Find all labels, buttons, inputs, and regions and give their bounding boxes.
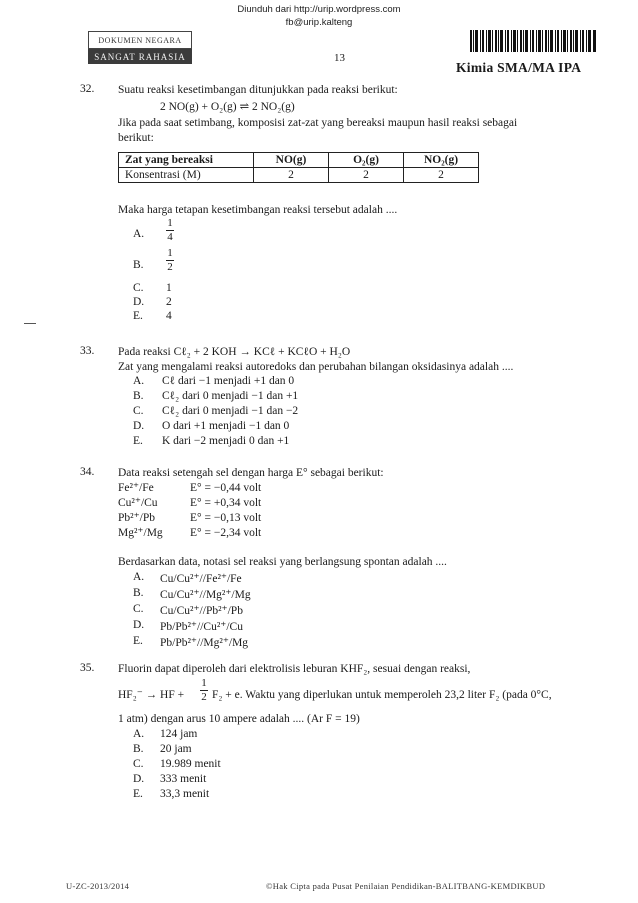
q32-question: Maka harga tetapan kesetimbangan reaksi tersebut adalah ....	[118, 204, 398, 216]
table-cell: 2	[254, 168, 329, 183]
q33-option-c-text: Cℓ₂ dari 0 menjadi −1 dan −2	[162, 405, 299, 417]
table-row	[119, 168, 479, 183]
doc-label: DOKUMEN NEGARA	[88, 31, 192, 49]
q35-eq-fraction	[200, 678, 208, 703]
q34-number: 34.	[80, 466, 95, 478]
table-header-cell: Zat yang bereaksi	[119, 153, 254, 168]
q35-option-d-label: D.	[133, 773, 145, 785]
q32-equation: 2 NO(g) + O₂(g) ⇌ 2 NO₂(g)	[160, 101, 295, 113]
q34-value-mg: E° = −2,34 volt	[190, 527, 262, 539]
secret-label: SANGAT RAHASIA	[88, 49, 192, 64]
q33-option-c-label: C.	[133, 405, 144, 417]
q33-option-b-text: Cℓ₂ dari 0 menjadi −1 dan +1	[162, 390, 299, 402]
q32-number: 32.	[80, 83, 95, 95]
q35-option-e-text: 33,3 menit	[160, 788, 210, 800]
q33-option-e-label: E.	[133, 435, 143, 447]
q34-option-c-label: C.	[133, 603, 144, 615]
q32-option-b-fraction	[166, 248, 174, 273]
q35-number: 35.	[80, 662, 95, 674]
q33-option-d-text: O dari +1 menjadi −1 dan 0	[162, 420, 290, 432]
q34-value-cu: E° = +0,34 volt	[190, 497, 262, 509]
q34-option-d-text: Pb/Pb²⁺//Cu²⁺/Cu	[160, 621, 243, 633]
q33-option-a-label: A.	[133, 375, 145, 387]
page-number: 13	[334, 52, 345, 64]
q32-option-b-label: B.	[133, 259, 144, 271]
q34-question: Berdasarkan data, notasi sel reaksi yang berlangsung spontan adalah ....	[118, 556, 447, 568]
q35-line3: 1 atm) dengan arus 10 ampere adalah .... (Ar F = 19)	[118, 713, 360, 725]
table-header-row	[119, 153, 479, 168]
fraction-denominator: 2	[201, 691, 207, 703]
q35-option-d-text: 333 menit	[160, 773, 207, 785]
source-fb: fb@urip.kalteng	[285, 17, 353, 28]
q35-intro: Fluorin dapat diperoleh dari elektrolisis leburan KHF₂, sesuai dengan reaksi,	[118, 663, 471, 675]
q35-eq-right: F₂ + e. Waktu yang diperlukan untuk memperoleh 23,2 liter F₂ (pada 0°C,	[212, 689, 552, 701]
q34-option-b-text: Cu/Cu²⁺//Mg²⁺/Mg	[160, 589, 251, 601]
q34-pair-fe: Fe²⁺/Fe	[118, 482, 154, 494]
q32-concentration-table	[118, 152, 479, 183]
q34-pair-mg: Mg²⁺/Mg	[118, 527, 163, 539]
q35-option-e-label: E.	[133, 788, 143, 800]
q33-option-e-text: K dari −2 menjadi 0 dan +1	[162, 435, 290, 447]
q33-question: Zat yang mengalami reaksi autoredoks dan perubahan bilangan oksidasinya adalah ....	[118, 361, 514, 373]
q34-value-pb: E° = −0,13 volt	[190, 512, 262, 524]
q34-pair-pb: Pb²⁺/Pb	[118, 512, 156, 524]
fraction-denominator: 2	[167, 261, 173, 273]
q35-option-c-text: 19.989 menit	[160, 758, 221, 770]
q35-eq-left: HF₂⁻ → HF +	[118, 689, 185, 701]
q34-option-a-text: Cu/Cu²⁺//Fe²⁺/Fe	[160, 573, 242, 585]
fraction-numerator: 1	[167, 247, 173, 259]
table-header-cell: NO(g)	[254, 153, 329, 168]
margin-mark	[24, 323, 36, 324]
q32-option-c-text: 1	[166, 282, 172, 294]
q33-number: 33.	[80, 345, 95, 357]
q32-option-c-label: C.	[133, 282, 144, 294]
q32-text1: Jika pada saat setimbang, komposisi zat-zat yang bereaksi maupun hasil reaksi sebagai	[118, 117, 518, 129]
subject-title: Kimia SMA/MA IPA	[456, 60, 582, 75]
q34-option-d-label: D.	[133, 619, 145, 631]
fraction-numerator: 1	[201, 677, 207, 689]
footer-copyright: ©Hak Cipta pada Pusat Penilaian Pendidikan-BALITBANG-KEMDIKBUD	[266, 881, 546, 891]
q33-option-a-text: Cℓ dari −1 menjadi +1 dan 0	[162, 375, 295, 387]
q34-intro: Data reaksi setengah sel dengan harga E° sebagai berikut:	[118, 467, 384, 479]
q32-option-e-label: E.	[133, 310, 143, 322]
table-cell: 2	[329, 168, 404, 183]
table-header-cell: O₂(g)	[329, 153, 404, 168]
q35-option-a-text: 124 jam	[160, 728, 198, 740]
q35-option-b-text: 20 jam	[160, 743, 192, 755]
q34-option-c-text: Cu/Cu²⁺//Pb²⁺/Pb	[160, 605, 243, 617]
q32-option-d-text: 2	[166, 296, 172, 308]
q35-option-b-label: B.	[133, 743, 144, 755]
fraction-numerator: 1	[167, 217, 173, 229]
q34-option-b-label: B.	[133, 587, 144, 599]
q34-option-e-text: Pb/Pb²⁺//Mg²⁺/Mg	[160, 637, 249, 649]
q33-option-b-label: B.	[133, 390, 144, 402]
table-cell: Konsentrasi (M)	[119, 168, 254, 183]
q32-text2: berikut:	[118, 132, 154, 144]
q34-option-e-label: E.	[133, 635, 143, 647]
q33-option-d-label: D.	[133, 420, 145, 432]
barcode-icon	[470, 30, 596, 52]
q32-option-a-fraction	[166, 218, 174, 243]
fraction-denominator: 4	[167, 231, 173, 243]
footer-code: U-ZC-2013/2014	[66, 881, 130, 891]
table-header-cell: NO₂(g)	[404, 153, 479, 168]
q32-option-d-label: D.	[133, 296, 145, 308]
q35-option-a-label: A.	[133, 728, 145, 740]
q32-intro: Suatu reaksi kesetimbangan ditunjukkan pada reaksi berikut:	[118, 84, 398, 96]
q35-option-c-label: C.	[133, 758, 144, 770]
q34-pair-cu: Cu²⁺/Cu	[118, 497, 158, 509]
q34-value-fe: E° = −0,44 volt	[190, 482, 262, 494]
q32-option-e-text: 4	[166, 310, 172, 322]
q33-equation: Pada reaksi Cℓ₂ + 2 KOH → KCℓ + KCℓO + H₂O	[118, 346, 351, 358]
table-cell: 2	[404, 168, 479, 183]
source-url: Diunduh dari http://urip.wordpress.com	[237, 4, 401, 15]
q34-option-a-label: A.	[133, 571, 145, 583]
q32-option-a-label: A.	[133, 228, 145, 240]
